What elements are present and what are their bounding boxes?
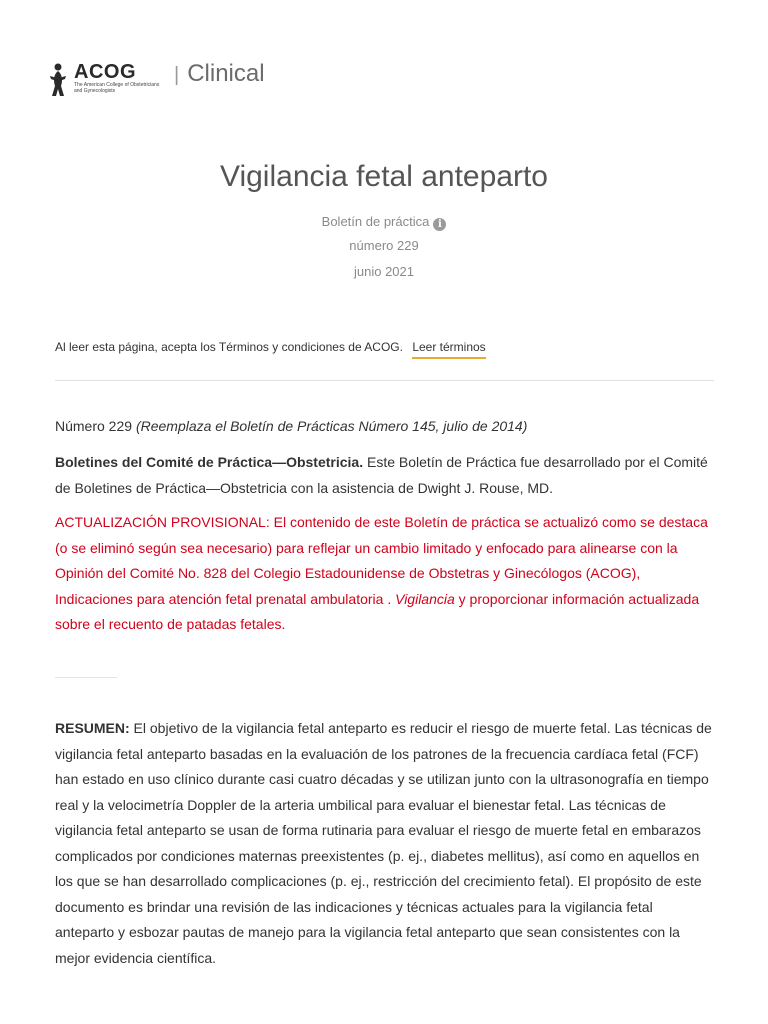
interim-update-paragraph: [55, 510, 715, 638]
bulletin-number-line: [55, 414, 715, 440]
document-type: [0, 214, 768, 231]
logo-subtitle: The American College of Obstetricians and Gynecologists: [74, 82, 160, 94]
summary-heading: RESUMEN:: [55, 720, 130, 736]
committee-paragraph: [55, 450, 715, 501]
info-icon[interactable]: i: [433, 218, 446, 231]
update-text-1: ACTUALIZACIÓN PROVISIONAL: El contenido de este Boletín de práctica se actualizó como se destaca (o se eliminó según sea necesario) para reflejar un cambio limitado y enfocado para alinearse con la Opinión del Comité No. 828 del Colegio Estadounidense de Obstetras y Ginecólogos (ACOG), Indicaciones para atención fetal prenatal ambulatoria .: [55, 514, 708, 607]
summary-paragraph: [55, 716, 715, 971]
document-type-label: Boletín de práctica: [321, 214, 430, 229]
update-italic: Vigilancia: [395, 590, 455, 607]
bulletin-number: Número 229: [55, 418, 133, 434]
committee-text: Este Boletín de Práctica fue desarrollado por el Comité de Boletines de Práctica—Obstetricia con la asistencia de Dwight J. Rouse, MD.: [55, 454, 708, 496]
section-rule: [55, 677, 117, 678]
section-name: Clinical: [187, 60, 265, 87]
logo-wordmark: ACOG: [74, 61, 136, 83]
update-text-2: y proporcionar información actualizada sobre el recuento de patadas fetales.: [55, 590, 700, 632]
replaces-note: (Reemplaza el Boletín de Prácticas Número 145, julio de 2014): [135, 418, 528, 434]
document-date: junio 2021: [354, 264, 414, 279]
acog-figure-icon: [46, 62, 70, 98]
committee-heading: Boletines del Comité de Práctica—Obstetricia.: [55, 454, 364, 470]
read-terms-link[interactable]: Leer términos: [412, 340, 485, 359]
summary-text: El objetivo de la vigilancia fetal anteparto es reducir el riesgo de muerte fetal. Las técnicas de vigilancia fetal anteparto basadas en la evaluación de los patrones de la frecuencia cardíaca fetal (FCF) han estado en uso clínico durante casi cuatro décadas y se utilizan junto con la ultrasonografía en tiempo real y la velocimetría Doppler de la arteria umbilical para evaluar el bienestar fetal. Las técnicas de vigilancia fetal anteparto se usan de forma rutinaria para evaluar el riesgo de muerte fetal en embarazos complicados por condiciones maternas preexistentes (p. ej., diabetes mellitus), así como en aquellos en los que se han desarrollado complicaciones (p. ej., restricción del crecimiento fetal). El propósito de este documento es brindar una revisión de las indicaciones y técnicas actuales para la vigilancia fetal anteparto y esbozar pautas de manejo para la vigilancia fetal anteparto que sean consistentes con la mejor evidencia científica.: [55, 720, 712, 966]
page-title: Vigilancia fetal anteparto: [219, 160, 548, 193]
logo-separator: |: [174, 64, 180, 86]
acog-logo[interactable]: [46, 62, 265, 98]
document-number: número 229: [349, 238, 419, 253]
divider: [55, 380, 714, 381]
terms-text: Al leer esta página, acepta los Términos y condiciones de ACOG.: [55, 340, 403, 354]
terms-notice: [55, 340, 486, 354]
